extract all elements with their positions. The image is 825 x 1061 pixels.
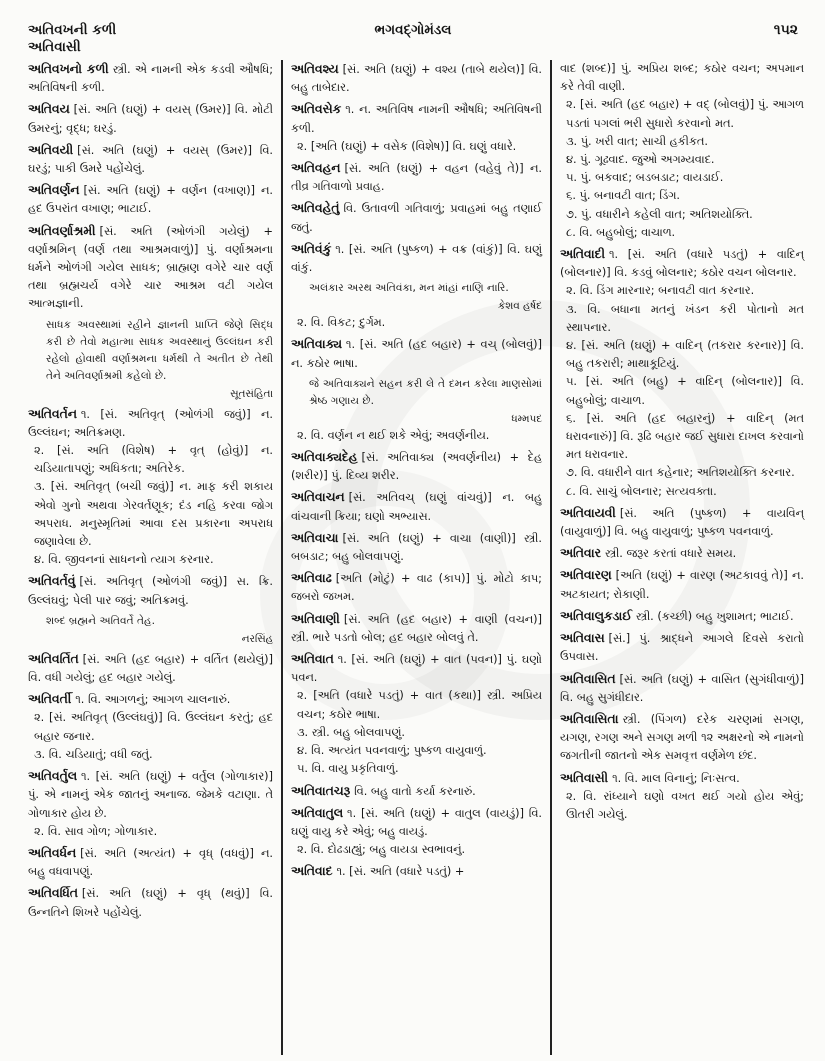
definition: ૧. [સં. અતિ (ઘણું) + વાતુલ (વાયડું)] વિ. ઘણું વાયુ કરે એવું; બહુ વાયડું. [291,806,542,838]
sense: ૨. વિ. વિકટ; દુર્ગમ. [297,316,386,330]
citation-quote: સાધક અવસ્થામાં રહીને જ્ઞાનની પ્રાપ્તિ જેણે સિદ્ધ કરી છે તેવો મહાત્મા સાધક અવસ્થાનું ઉલ્લંઘન કરી રહેલો હોવાથી વર્ણાશ્રમના ધર્મથી તે અતીત છે તેથી તેને અતિવર્ણાશ્રમી કહેલો છે. [46,318,273,382]
dictionary-entry [28,60,273,97]
citation-quote: અલંકાર અરથ અતિવંકા, મન માંહાં નાણિ નારિ. [309,282,509,295]
definition: ૧. ન. અતિવિષ નામની ઔષધિ; અતિવિષની કળી. [291,103,542,135]
headword: અતિવર્તિત [28,651,79,666]
definition: [સં. અતિવચ્ (ઘણું વાંચવું)] ન. બહુ વાંચવાની ક્રિયા; ઘણો અભ્યાસ. [291,491,542,523]
sense: ૩. સ્ત્રી. બહુ બોલવાપણું. [297,725,405,739]
sense: ૭. વિ. વધારીને વાત કહેનાર; અતિશયોક્તિ કરનાર. [566,466,795,480]
headword: અતિવાણી [291,611,340,626]
dictionary-entry [291,529,542,566]
definition: વિ. બહુ વાતો કર્યા કરનારું. [354,784,476,798]
dictionary-entry [28,405,273,570]
dictionary-entry [560,629,804,666]
definition: સ્ત્રી. (પિંગળ) દરેક ચરણમાં સગણ, યગણ, રગણ અને સગણ મળી ૧૨ અક્ષરનો એ નામનો જગતીની જાતનો એક સમવૃત્ત વર્ણમેળ છંદ. [560,712,804,763]
dictionary-entry [28,884,273,921]
headword: અતિવર્તન [28,406,77,421]
dictionary-entry [291,100,542,156]
citation-source: કેશવ હર્ષદ [497,300,542,313]
dictionary-columns [24,60,806,1055]
definition: [સં. અતિ (અત્યંત) + વૃધ્ (વધવું)] ન. બહુ વધવાપણું. [28,846,273,879]
headword: અતિવાર [560,546,601,561]
headword: અતિવાદી [560,247,605,262]
definition: [અતિ (મોટું) + વાઢ (કાપ)] પું. મોટો કાપ; જબરો જખમ. [291,572,542,604]
headword: અતિવાચન [291,490,345,505]
page-title: ભગવદ્ગોમંડલ [374,22,452,38]
dictionary-entry [291,804,542,860]
definition: [સં.] પું. શ્રાદ્ધને આગલે દિવસે કરાતો ઉપવાસ. [560,632,804,664]
headword: અતિવાસિતા [560,711,619,726]
headword: અતિવાતચરૂ [291,783,351,798]
sense: ૩. પું. ખરી વાત; સાચી હકીકત. [566,134,708,148]
dictionary-entry [560,607,804,626]
dictionary-entry [560,769,804,825]
sense: ૨. [સં. અતિ (વિશેષ) + વૃત્ (હોવું)] ન. ચડિયાતાપણું; અધિકતા; અતિરેક. [34,444,273,476]
definition: ૧. [સં. અતિ (હદ બહાર) + વચ્ (બોલવું)] ન. કઠોર ભાષા. [291,338,542,370]
dictionary-entry [291,650,542,778]
headword: અતિવસેક [291,102,342,117]
definition: [સં. અતિ (ઘણું) + વર્ણન (વખાણ)] ન. હદ ઉપરાંત વખાણ; ભાટાઈ. [28,184,273,216]
definition: વાદ (શબ્દ)] પું. અપ્રિય શબ્દ; કઠોર વચન; અપમાન કરે તેવી વાણી. [560,62,804,94]
definition: [અતિ (ઘણું) + વારણ (અટકાવવું તે)] ન. અટકાયત; રોકાણી. [560,569,804,601]
headword: અતિવશ્ય [291,62,339,76]
headword: અતિવાયવી [560,505,616,520]
definition: [સં. અતિ (હદ બહાર) + વાણી (વચન)] સ્ત્રી. ભારે પડતો બોલ; હદ બહાર બોલવું તે. [291,612,542,644]
sense: ૨. [સં. અતિ (હદ બહાર) + વદ્ (બોલવું)] પું. આગળ પડતાં પગલાં ભરી સુધારો કરવાનો મત. [566,98,804,130]
page-number: ૧૫૨ [773,22,798,38]
sense: ૪. વિ. જીવનનાં સાધનનો ત્યાગ કરનાર. [34,553,214,567]
column-1 [24,60,283,1055]
headword: અતિવારણ [560,568,612,583]
definition: [સં. અતિ (ઘણું) + વાસિત (સુગંધીવાળું)] વિ. બહુ સુગંધીદાર. [560,672,804,704]
sense: ૩. [સં. અતિવૃત્ (બચી જવું)] ન. માફ કરી શકાય એવો ગુનો અથવા ગેરવર્તણૂક; દંડ નહિ કરવા જોગ અપરાધ. મનુસ્મૃતિમાં આવા દસ પ્રકારના અપરાધ જણાવેલા છે. [34,480,273,549]
dictionary-entry [28,767,273,841]
dictionary-entry [28,141,273,178]
definition: ૧. [સં. અતિવૃત્ (ઓળંગી જવું)] ન. ઉલ્લંઘન; અતિક્રમણ. [28,407,273,439]
dictionary-entry [291,335,542,445]
headword: અતિવહન [291,161,341,176]
dictionary-entry [291,448,542,485]
headword: અતિવાસિત [560,671,616,686]
headword: અતિવયી [28,142,74,157]
definition: [સં. અતિ (ઘણું) + વશ્ય (તાબે થયેલ)] વિ. બહુ તાબેદાર. [291,63,542,95]
sense: ૮. વિ. સાચું બોલનાર; સત્યવક્તા. [566,484,717,498]
headword: અતિવાક્ય [291,337,342,352]
dictionary-entry [291,862,542,881]
sense: ૮. વિ. બહુબોલું; વાચાળ. [566,225,676,239]
citation-source: નરસિંહ [241,632,273,645]
sense: ૫. વિ. વાયુ પ્રકૃતિવાળું. [297,762,399,776]
headword: અતિવર્તવું [28,574,76,589]
dictionary-entry [560,245,804,501]
dictionary-entry [291,569,542,606]
definition: [સં. અતિ (ઓળંગી ગયેલું) + વર્ણાશ્રમિન્ (વર્ણ તથા આશ્રમવાળું)] પું. વર્ણાશ્રમના ધર્મને ઓળંગી ગયેલ સાધક; બ્રાહ્મણ વગેરે ચાર વર્ણ તથા બ્રહ્મચર્ય વગેરે ચાર આશ્રમ વટી ગયેલ આત્મજ્ઞાની. [28,224,273,311]
dictionary-entry [291,60,542,97]
dictionary-entry [291,159,542,196]
headword: અતિવાઢ [291,571,332,586]
sense: ૨. વિ. વર્ણન ન થઈ શકે એવું; અવર્ણનીય. [297,428,490,442]
dictionary-entry [291,782,542,801]
headword: અતિવર્ણન [28,183,80,198]
definition: સ્ત્રી. જરૂર કરતાં વધારે સમય. [604,547,737,561]
definition: [સં. અતિ (ઘણું) + વયસ્ (ઉમર)] વિ. મોટી ઉમરનું; વૃદ્ધ; ઘરડું. [28,103,273,135]
sense: ૪. [સં. અતિ (ઘણું) + વાદિન્ (તકરાર કરનાર)] વિ. બહુ તકરારી; માથાકૂટિયું. [566,339,804,371]
dictionary-entry [291,240,542,333]
sense: ૨. [સં. અતિવૃત્ (ઉલ્લંઘવું)] વિ. ઉલ્લંઘન કરતું; હદ બહાર જનાર. [34,711,273,743]
column-2 [283,60,552,1055]
definition: વિ. ઉતાવળી ગતિવાળું; પ્રવાહમાં બહુ તણાઈ જતું. [291,202,542,234]
definition: સ્ત્રી. એ નામની એક કડવી ઔષધિ; અતિવિષની કળી. [28,63,273,95]
headword: અતિવાસી [560,770,609,785]
dictionary-entry [28,181,273,218]
headword: અતિવર્તી [28,692,72,707]
sense: ૪. વિ. અત્યંત પવનવાળું; પુષ્કળ વાયુવાળું. [297,744,487,758]
definition: ૧. વિ. માલ વિનાનું; નિઃસત્વ. [612,771,740,785]
headword: અતિવર્ણાશ્રમી [28,223,96,238]
dictionary-entry [291,610,542,647]
headword: અતિવાક્યદેહ [291,450,358,465]
sense: ૩. વિ. બધાના મતનું ખંડન કરી પોતાનો મત સ્થાપનાર. [566,302,804,334]
dictionary-entry [28,844,273,881]
definition: ૧. [સં. અતિ (ઘણું) + વર્તુલ (ગોળાકાર)] પું. એ નામનું એક જાતનું અનાજ. જેમકે વટાણા. તે ગોળાકાર હોય છે. [28,770,273,820]
dictionary-entry [560,504,804,541]
column-3 [552,60,806,1055]
definition: [સં. અતિ (ઘણું) + વહન (વહેવું તે)] ન. તીવ્ર ગતિવાળો પ્રવાહ. [291,162,542,194]
headword: અતિવખનો કળી [28,62,109,76]
headword: અતિવાલુકડાઈ [560,608,632,623]
definition: ૧. [સં. અતિ (ઘણું) + વાત (પવન)] પું. ઘણો પવન. [291,653,542,685]
sense: ૬. [સં. અતિ (હદ બહારનું) + વાદિન્ (મત ધરાવનારું)] વિ. રૂઢિ બહાર જઈ સુધારા દાખલ કરવાનો મત ધરાવનાર. [566,411,804,462]
sense: ૫. [સં. અતિ (બહુ) + વાદિન્ (બોલનાર)] વિ. બહુબોલું; વાચાળ. [566,375,804,407]
definition: ૧. વિ. આગળનું; આગળ ચાલનારું. [75,693,231,707]
sense: ૫. પું. બકવાદ; બડબડાટ; વાયડાઈ. [566,171,724,185]
dictionary-entry [28,650,273,687]
sense: ૪. પું. ગૂઢવાદ. જુઓ અગમ્યવાદ. [566,153,715,167]
definition: ૧. [સં. અતિ (વધારે પડતું) + [336,865,465,879]
citation-source: ધમ્મપદ [511,412,542,425]
definition: [સં. અતિવૃત્ (ઓળંગી જવું)] સ. ક્રિ. ઉલ્લંઘવું; પેલી પાર જવું; અતિક્રમવું. [28,575,273,607]
citation-source: સૂતસંહિતા [230,387,273,400]
headword: અતિવર્તુલ [28,769,78,784]
sense: ૨. [અતિ (ઘણું) + વસેક (વિશેષ)] વિ. ઘણું વધારે. [297,139,517,153]
dictionary-entry [28,222,273,402]
page-header [28,22,798,58]
sense: ૨. [અતિ (વધારે પડતું) + વાત (કથા)] સ્ત્રી. અપ્રિય વચન; કઠોર ભાષા. [297,689,542,721]
headword: અતિવર્ધિત [28,886,78,901]
guide-word-last: અતિવાસી [28,39,81,55]
headword: અતિવાદ [291,864,333,879]
headword: અતિવાતુલ [291,805,344,820]
sense: ૨. વિ. રાંધ્યાને ઘણો વખત થઈ ગયો હોય એવું; ઊતરી ગયેલું. [566,789,804,821]
dictionary-entry [560,544,804,563]
definition: [સં. અતિવાક્ય (અવર્ણનીય) + દેહ (શરીર)] પું. દિવ્ય શરીર. [291,451,542,483]
headword: અતિવર્ધન [28,845,77,860]
dictionary-entry [560,710,804,766]
sense: ૭. પું. વધારીને કહેલી વાત; અતિશયોક્તિ. [566,207,753,221]
definition: [સં. અતિ (ઘણું) + વાચા (વાણી)] સ્ત્રી. બબડાટ; બહુ બોલવાપણું. [291,531,542,564]
dictionary-entry [560,60,804,242]
definition: ૧. [સં. અતિ (વધારે પડતું) + વાદિન્ (બોલનાર)] વિ. કડવું બોલનાર; કઠોર વચન બોલનાર. [560,248,804,280]
headword: અતિવાચા [291,530,339,545]
sense: ૨. વિ. સાવ ગોળ; ગોળાકાર. [34,824,158,838]
dictionary-entry [28,572,273,646]
dictionary-entry [560,566,804,603]
definition: [સં. અતિ (પુષ્કળ) + વાયવિન્ (વાયુવાળું)] વિ. બહુ વાયુવાળું; પુષ્કળ પવનવાળું. [560,506,804,539]
dictionary-entry [291,488,542,525]
citation-quote: જે અતિવાક્યને સહન કરી લે તે દમન કરેલા માણસોમાં શ્રેષ્ઠ ગણાય છે. [309,377,542,407]
sense: ૨. વિ. ડિંગ મારનાર; બનાવટી વાત કરનાર. [566,284,755,298]
definition: [સં. અતિ (ઘણું) + વૃધ્ (થવું)] વિ. ઉન્નતિને શિખરે પહોંચેલું. [28,887,273,919]
dictionary-entry [291,199,542,236]
dictionary-entry [560,670,804,707]
sense: ૬. પું. બનાવટી વાત; ડિંગ. [566,189,680,203]
dictionary-entry [28,690,273,764]
sense: ૨. વિ. દોઢડાહ્યું; બહુ વાયડા સ્વભાવનું. [297,843,466,857]
headword: અતિવાત [291,652,334,667]
headword: અતિવય [28,102,70,117]
definition: [સં. અતિ (ઘણું) + વયસ્ (ઉમર)] વિ. ઘરડું; પાકી ઉમરે પહોંચેલું. [28,143,273,176]
sense: ૩. વિ. ચડિયાતું; વધી જતું. [34,747,153,761]
dictionary-entry [28,100,273,137]
headword: અતિવંકું [291,241,332,256]
definition: સ્ત્રી. (કચ્છી) બહુ ખુશામત; ભાટાઈ. [635,609,794,623]
headword: અતિવહેતું [291,201,340,216]
citation-quote: શબ્દ બ્રહ્મને અતિવર્તે તેહ. [46,614,155,627]
definition: ૧. [સં. અતિ (પુષ્કળ) + વક્ર (વાંકું)] વિ. ઘણું વાંકું. [291,242,542,275]
guide-word-first: અતિવખની કળી [28,22,117,38]
definition: [સં. અતિ (હદ બહાર) + વર્તિત (થયેલું)] વિ. વધી ગયેલું; હદ બહાર ગયેલું. [28,652,273,685]
headword: અતિવાસ [560,631,605,646]
